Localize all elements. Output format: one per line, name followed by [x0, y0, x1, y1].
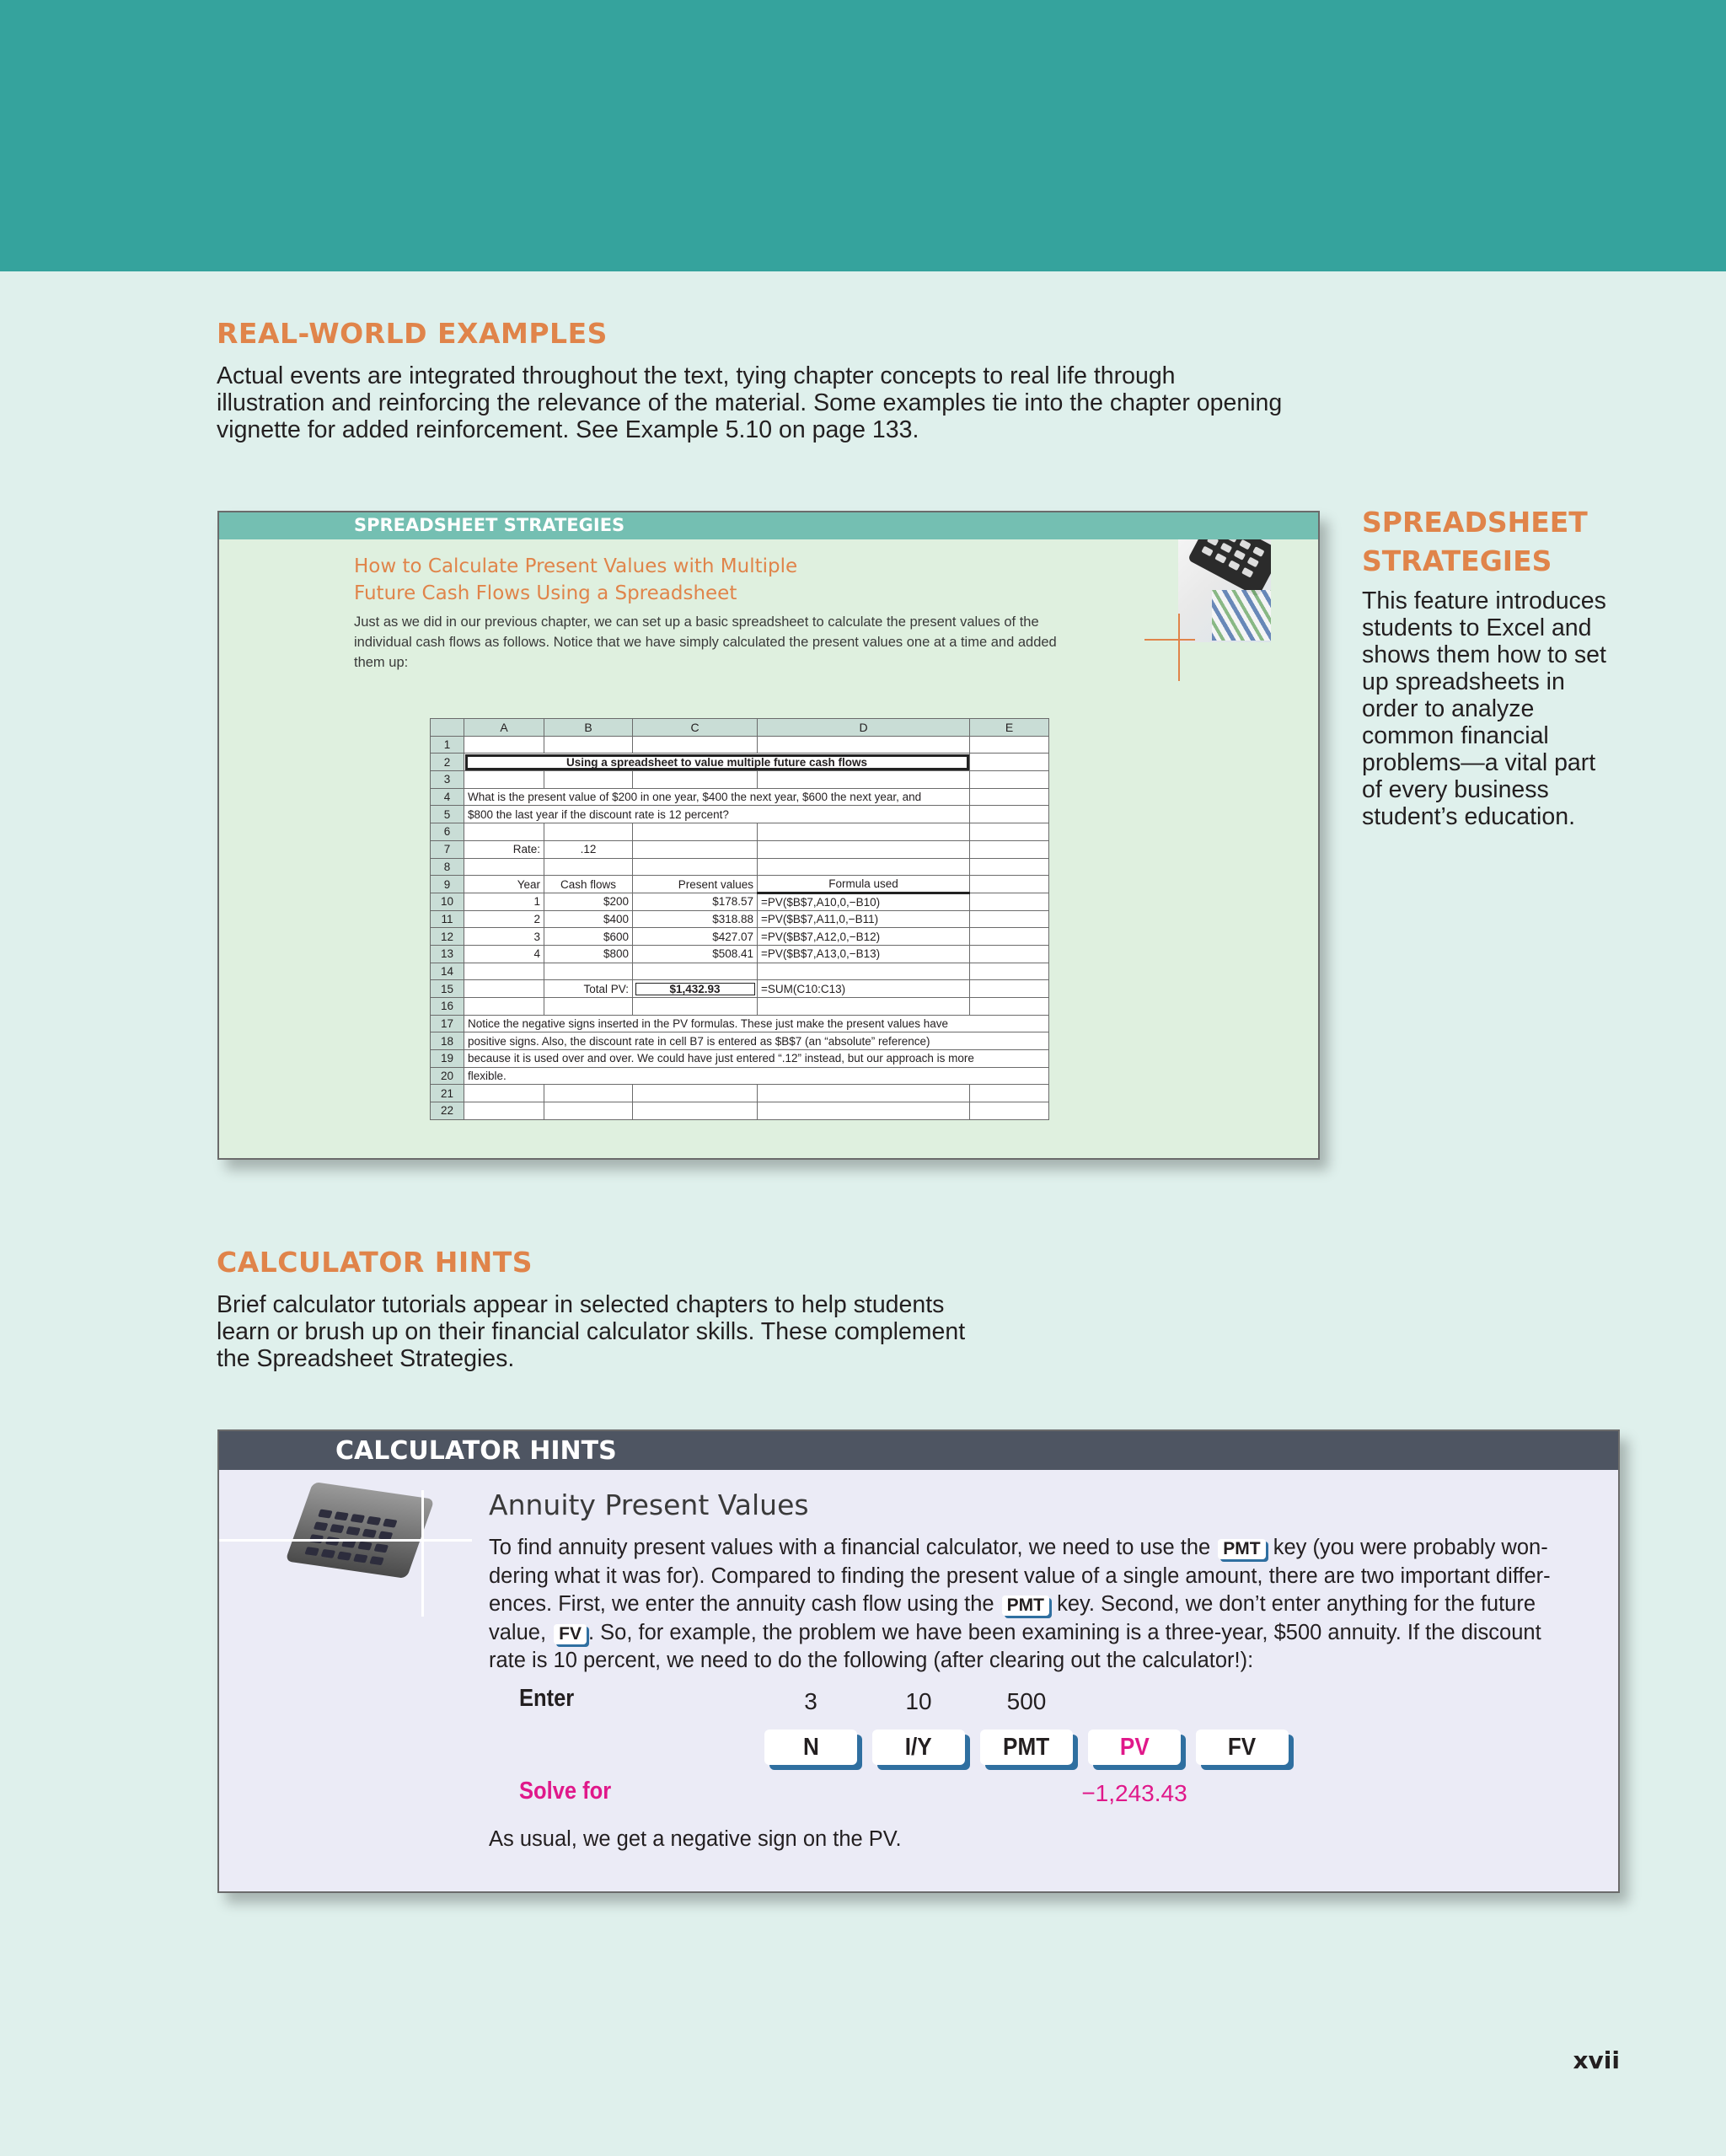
cash-cell: $600 — [544, 928, 633, 946]
header-year: Year — [464, 876, 544, 893]
pv-cell: $508.41 — [633, 945, 758, 963]
row-number: 15 — [431, 980, 464, 998]
crosshair-divider-vertical — [421, 1490, 424, 1617]
rate-value: .12 — [544, 840, 633, 858]
rate-label: Rate: — [464, 840, 544, 858]
row-number: 11 — [431, 910, 464, 928]
spreadsheet-intro: Just as we did in our previous chapter, we can set up a basic spreadsheet to calculate the present values of the individual cash flows as follows. Notice that we have simply calculated the present values one at a time and added them up: — [354, 614, 1057, 670]
row-number: 21 — [431, 1085, 464, 1102]
row-number: 6 — [431, 823, 464, 841]
n-key: N — [764, 1730, 857, 1765]
crosshair-divider — [219, 1539, 472, 1542]
corner-cell — [431, 719, 464, 737]
enter-value-iy: 10 — [905, 1688, 932, 1714]
formula-cell: =PV($B$7,A12,0,−B12) — [758, 928, 970, 946]
note-text: Notice the negative signs inserted in the PV formulas. These just make the present values have — [464, 1015, 1049, 1032]
row-number: 13 — [431, 945, 464, 963]
pmt-key: PMT — [1218, 1539, 1265, 1559]
page-number: xvii — [1573, 2046, 1620, 2074]
row-number: 20 — [431, 1067, 464, 1085]
pv-cell: $427.07 — [633, 928, 758, 946]
column-header: B — [544, 719, 633, 737]
calculator-photo — [288, 1490, 423, 1566]
row-number: 4 — [431, 788, 464, 806]
spreadsheet-box-header-text: SPREADSHEET STRATEGIES — [354, 515, 625, 535]
note-text: flexible. — [464, 1067, 1049, 1085]
calculator-hints-title: CALCULATOR HINTS — [217, 1246, 533, 1279]
question-text: What is the present value of $200 in one year, $400 the next year, $600 the next year, and — [464, 788, 970, 806]
enter-label: Enter — [519, 1685, 575, 1712]
row-number: 19 — [431, 1050, 464, 1068]
row-number: 7 — [431, 840, 464, 858]
table-row — [431, 840, 1049, 858]
formula-cell: =PV($B$7,A10,0,−B10) — [758, 893, 970, 910]
table-row — [431, 788, 1049, 806]
spreadsheet-subtitle: How to Calculate Present Values with Multiple Future Cash Flows Using a Spreadsheet — [354, 555, 798, 604]
cash-cell: $400 — [544, 910, 633, 928]
row-number: 5 — [431, 806, 464, 823]
pv-cell: $178.57 — [633, 893, 758, 910]
iy-key: I/Y — [872, 1730, 965, 1765]
row-number: 10 — [431, 893, 464, 910]
year-cell: 3 — [464, 928, 544, 946]
row-number: 22 — [431, 1102, 464, 1120]
enter-value-pmt: 500 — [1006, 1688, 1047, 1714]
calculator-footer: As usual, we get a negative sign on the PV. — [489, 1827, 902, 1851]
row-number: 8 — [431, 858, 464, 876]
pmt-key: PMT — [980, 1730, 1073, 1765]
pencils-image — [1212, 590, 1271, 641]
table-row — [431, 858, 1049, 876]
total-label: Total PV: — [544, 980, 633, 998]
table-row — [431, 1085, 1049, 1102]
row-number: 14 — [431, 963, 464, 980]
calculator-box-header — [219, 1431, 1618, 1470]
column-header: C — [633, 719, 758, 737]
table-row — [431, 928, 1049, 946]
formula-cell: =PV($B$7,A13,0,−B13) — [758, 945, 970, 963]
table-row — [431, 1032, 1049, 1050]
note-text: because it is used over and over. We could have just entered “.12” instead, but our approach is more — [464, 1050, 1049, 1068]
column-header: D — [758, 719, 970, 737]
row-number: 3 — [431, 771, 464, 789]
row-number: 9 — [431, 876, 464, 893]
table-row — [431, 806, 1049, 823]
year-cell: 1 — [464, 893, 544, 910]
fv-key: FV — [554, 1624, 587, 1644]
enter-value-n: 3 — [804, 1688, 817, 1714]
row-number: 12 — [431, 928, 464, 946]
table-row — [431, 1067, 1049, 1085]
column-header-row — [431, 719, 1049, 737]
table-row — [431, 1102, 1049, 1120]
fv-key: FV — [1196, 1730, 1289, 1765]
table-row — [431, 910, 1049, 928]
spreadsheet-box-header — [219, 512, 1318, 539]
real-world-title: REAL-WORLD EXAMPLES — [217, 317, 608, 350]
row-number: 1 — [431, 736, 464, 754]
pv-cell: $318.88 — [633, 910, 758, 928]
cash-cell: $800 — [544, 945, 633, 963]
table-row — [431, 876, 1049, 893]
calculator-pencils-photo — [1178, 539, 1271, 642]
header-cash-flows: Cash flows — [544, 876, 633, 893]
column-header: E — [970, 719, 1049, 737]
spreadsheet-grid — [430, 718, 1049, 1120]
spreadsheet-strategies-box — [217, 511, 1320, 1160]
calculator-box-header-text: CALCULATOR HINTS — [335, 1436, 617, 1466]
column-header: A — [464, 719, 544, 737]
crosshair-divider-vertical — [1178, 614, 1180, 681]
table-row — [431, 736, 1049, 754]
cash-cell: $200 — [544, 893, 633, 910]
row-number: 16 — [431, 998, 464, 1016]
crosshair-divider — [1144, 639, 1195, 641]
calculator-subtitle: Annuity Present Values — [489, 1488, 809, 1521]
calculator-icon — [285, 1482, 434, 1579]
row-number: 2 — [431, 754, 464, 771]
row-number: 18 — [431, 1032, 464, 1050]
sheet-title: Using a spreadsheet to value multiple future cash flows — [464, 754, 970, 771]
top-color-band — [0, 0, 1726, 271]
table-row — [431, 771, 1049, 789]
calculator-hints-text: Brief calculator tutorials appear in selected chapters to help students learn or brush up on their financial calculator skills. These complement the Spreadsheet Strategies. — [217, 1291, 966, 1372]
table-row — [431, 963, 1049, 980]
header-formula-used: Formula used — [758, 876, 970, 893]
formula-cell: =PV($B$7,A11,0,−B11) — [758, 910, 970, 928]
side-description: This feature introduces students to Excel and shows them how to set up spreadsheets in order to analyze common financial problems—a vital part of every business student’s education. — [1362, 587, 1606, 830]
pmt-key: PMT — [1002, 1596, 1049, 1616]
calculator-hints-box — [217, 1429, 1620, 1893]
table-row — [431, 980, 1049, 998]
year-cell: 2 — [464, 910, 544, 928]
pv-key: PV — [1088, 1730, 1181, 1765]
table-row — [431, 893, 1049, 910]
table-row — [431, 823, 1049, 841]
total-value: $1,432.93 — [633, 980, 758, 998]
header-present-values: Present values — [633, 876, 758, 893]
row-number: 17 — [431, 1015, 464, 1032]
solve-value: −1,243.43 — [1081, 1780, 1187, 1806]
solve-for-label: Solve for — [519, 1778, 612, 1805]
real-world-text: Actual events are integrated throughout the text, tying chapter concepts to real life through illustration and reinforcing the relevance of the material. Some examples tie into the chapter opening vignette for added reinforcement. See Example 5.10 on page 133. — [217, 362, 1283, 443]
side-title: SPREADSHEET STRATEGIES — [1362, 506, 1588, 577]
table-row — [431, 945, 1049, 963]
table-row — [431, 1015, 1049, 1032]
question-text: $800 the last year if the discount rate is 12 percent? — [464, 806, 970, 823]
note-text: positive signs. Also, the discount rate in cell B7 is entered as $B$7 (an “absolute” reference) — [464, 1032, 1049, 1050]
table-row — [431, 754, 1049, 771]
table-row — [431, 998, 1049, 1016]
total-formula: =SUM(C10:C13) — [758, 980, 970, 998]
year-cell: 4 — [464, 945, 544, 963]
calculator-paragraph: To find annuity present values with a financial calculator, we need to use the PMT key (you were probably won- dering what it was for). Compared to finding the present value of a single amount, there are two important differ- ences. First, we enter the annuity cash flow using the PMT key. Second, we don’t enter anything for the future value, FV . So, for example, the problem we have been examining is a three-year, $500 annuity. If the discount rate is 10 percent, we need to do the following (after clearing out the calculator!): — [489, 1536, 1551, 1672]
calculator-icon — [1187, 539, 1271, 598]
table-row — [431, 1050, 1049, 1068]
